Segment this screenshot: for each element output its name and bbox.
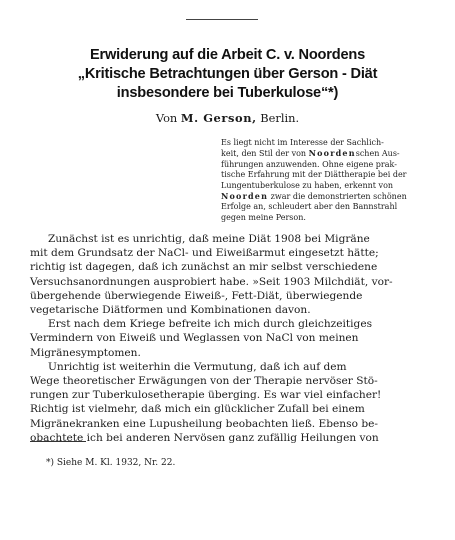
epigraph-line: Noorden zwar die demonstrierten schönen — [221, 191, 407, 202]
author-reference: Noorden — [308, 148, 356, 159]
footnote-rule — [30, 441, 86, 442]
footnote: *) Siehe M. Kl. 1932, Nr. 22. — [46, 458, 176, 468]
author-reference: Noorden — [221, 191, 269, 202]
epigraph-line: Es liegt nicht im Interesse der Sachlich- — [221, 138, 384, 147]
body-line: richtig ist dagegen, daß ich zunächst an mir selbst verschiedene — [30, 261, 378, 274]
author-city: Berlin. — [260, 111, 300, 125]
epigraph-line: Lungentuberkulose zu haben, erkennt von — [221, 180, 394, 190]
body-line: rungen zur Tuberkulosetherapie überging. Es war viel einfacher! — [30, 389, 382, 402]
body-line: Erst nach dem Kriege befreite ich mich durch gleichzeitiges — [48, 318, 373, 331]
epigraph-line: Erfolge an, schleudert aber den Bannstrahl — [221, 202, 398, 212]
paragraph — [30, 317, 444, 360]
epigraph-line: tische Erfahrung mit der Diättherapie bei der — [221, 170, 407, 180]
body-line: übergehende überwiegende Eiweiß-, Fett-Diät, überwiegende — [30, 289, 363, 302]
epigraph-line: gegen meine Person. — [221, 212, 306, 222]
author-name: M. Gerson, — [180, 111, 257, 125]
body-line: Vermindern von Eiweiß und Weglassen von NaCl von meinen — [30, 332, 359, 345]
body-line: Richtig ist vielmehr, daß mich ein glücklicher Zufall bei einem — [30, 403, 365, 416]
body-line: obachtete ich bei anderen Nervösen ganz zufällig Heilungen von — [30, 431, 379, 444]
byline — [0, 111, 455, 125]
epigraph-line: führungen anzuwenden. Ohne eigene prak- — [221, 159, 397, 169]
body-line: Wege theoretischer Erwägungen von der Therapie nervöser Stö- — [30, 375, 378, 388]
article-title — [0, 46, 455, 103]
body-line: vegetarische Diätformen und Kombinationen davon. — [30, 304, 311, 317]
title-line: „Kritische Betrachtungen über Gerson - Diät — [77, 66, 378, 82]
paragraph — [30, 232, 444, 317]
title-line: Erwiderung auf die Arbeit C. v. Noordens — [90, 47, 365, 63]
body-line: Zunächst ist es unrichtig, daß meine Diät 1908 bei Migräne — [48, 233, 370, 245]
top-rule — [186, 19, 258, 20]
body-line: mit dem Grundsatz der NaCl- und Eiweißarmut eingesetzt hätte; — [30, 247, 379, 260]
body-line: Migränesymptomen. — [30, 346, 141, 359]
byline-prefix: Von — [155, 111, 178, 125]
article-body — [30, 232, 444, 445]
body-line: Migränekranken eine Lupusheilung beobachten ließ. Ebenso be- — [30, 417, 378, 430]
epigraph-line: keit, den Stil der von Noordenschen Aus- — [221, 148, 400, 159]
body-line: Unrichtig ist weiterhin die Vermutung, daß ich auf dem — [48, 360, 347, 373]
title-line: insbesondere bei Tuberkulose“*) — [116, 85, 339, 101]
epigraph — [221, 138, 439, 223]
paragraph — [30, 360, 444, 445]
body-line: Versuchsanordnungen ausprobiert habe. »Seit 1903 Milchdiät, vor- — [30, 275, 393, 288]
